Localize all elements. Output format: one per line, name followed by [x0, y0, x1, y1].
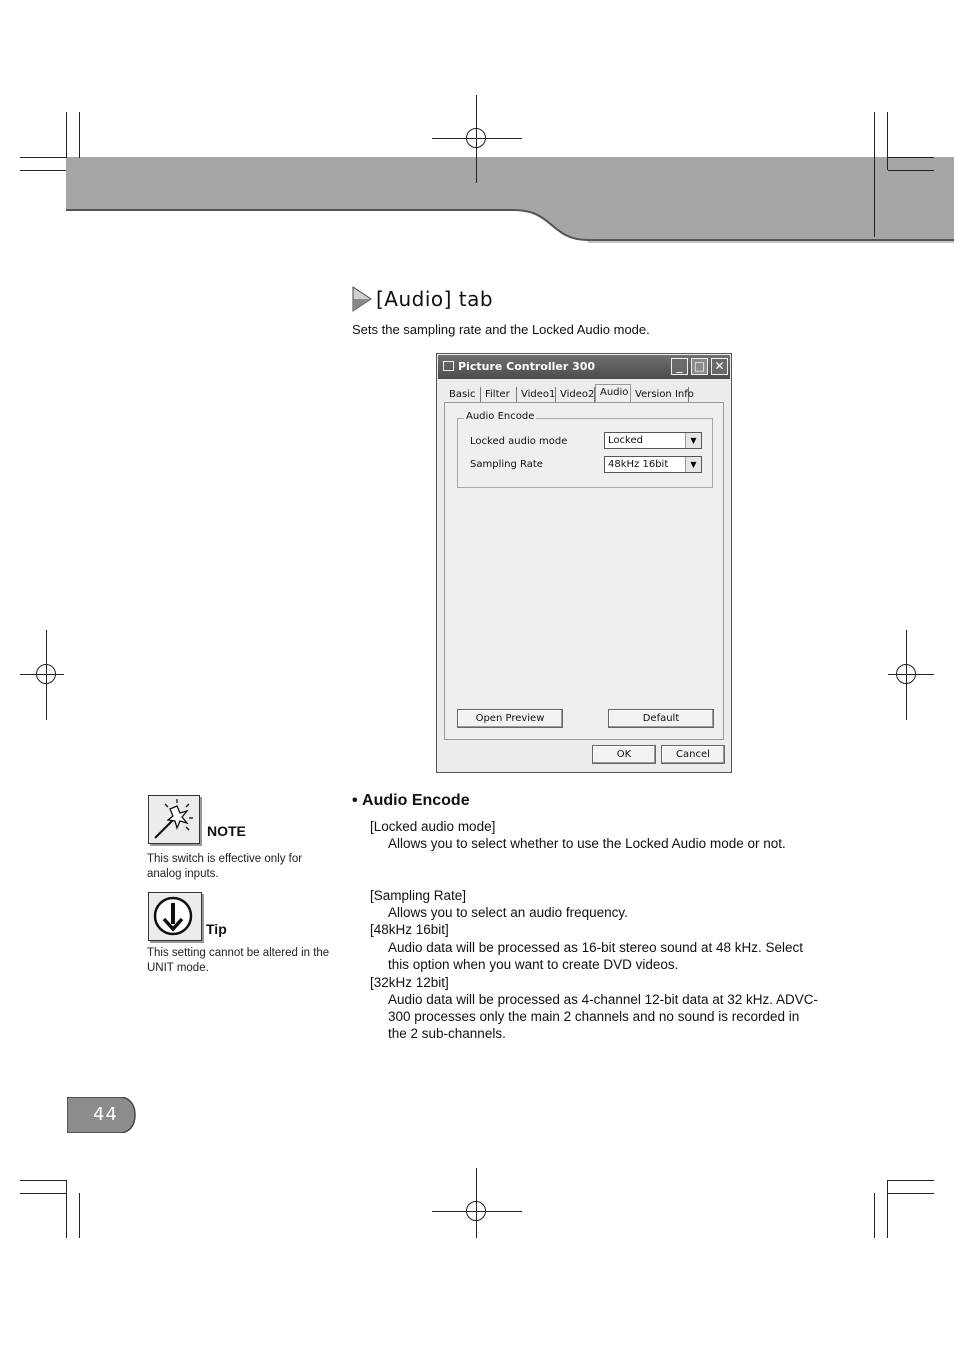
audio-tab-panel — [444, 402, 724, 740]
opt32-desc: Audio data will be processed as 4-channel 12-bit data at 32 kHz. ADVC-300 processes only the main 2 channels and no sound is recorded in the 2 sub-channels. — [388, 992, 818, 1041]
sampling-rate-label: Sampling Rate — [470, 459, 543, 470]
tab-version-info[interactable]: Version Info — [631, 387, 689, 402]
page-number: 44 — [93, 1104, 118, 1125]
bullet-heading — [352, 792, 470, 810]
group-legend: Audio Encode — [466, 411, 535, 422]
minimize-button[interactable] — [671, 358, 688, 375]
tip-label: Tip — [206, 921, 227, 937]
section-title — [352, 284, 493, 314]
tab-video2[interactable]: Video2 — [556, 387, 595, 402]
sampling-rate-select[interactable] — [604, 456, 702, 473]
locked-audio-mode-select[interactable] — [604, 432, 702, 449]
audio-encode-heading: Audio Encode — [362, 792, 470, 809]
dialog-titlebar — [438, 355, 730, 379]
opt48-heading: [48kHz 16bit] — [370, 922, 449, 937]
tab-video1[interactable]: Video1 — [517, 387, 556, 402]
locked-audio-mode-label: Locked audio mode — [470, 436, 568, 447]
tip-icon — [148, 892, 202, 941]
ok-button[interactable]: OK — [592, 745, 656, 764]
tip-text: This setting cannot be altered in the UNIT mode. — [147, 947, 330, 974]
app-icon — [443, 361, 454, 371]
audio-encode-group — [457, 411, 713, 488]
bullet-icon: • — [352, 792, 363, 809]
cancel-button[interactable]: Cancel — [661, 745, 725, 764]
picture-controller-dialog — [436, 353, 732, 773]
chevron-down-icon: ▼ — [685, 433, 701, 448]
maximize-button[interactable] — [691, 358, 708, 375]
triangle-arrow-icon — [352, 286, 372, 312]
close-button[interactable] — [711, 358, 728, 375]
opt32-heading: [32kHz 12bit] — [370, 975, 449, 990]
close-icon: ✕ — [714, 359, 725, 373]
chevron-down-icon: ▼ — [685, 457, 701, 472]
sampling-heading: [Sampling Rate] — [370, 888, 467, 903]
note-label: NOTE — [207, 823, 246, 839]
page-number-tab — [67, 1097, 136, 1133]
note-text: This switch is effective only for analog inputs. — [147, 853, 303, 880]
locked-heading: [Locked audio mode] — [370, 819, 496, 834]
sampling-desc: Allows you to select an audio frequency. — [388, 905, 628, 920]
locked-desc: Allows you to select whether to use the Locked Audio mode or not. — [388, 836, 786, 851]
tab-basic[interactable]: Basic — [445, 387, 481, 402]
note-icon — [148, 795, 200, 844]
section-title-text: [Audio] tab — [376, 287, 494, 311]
default-button[interactable]: Default — [608, 709, 714, 728]
tab-filter[interactable]: Filter — [481, 387, 517, 402]
maximize-icon: □ — [693, 359, 706, 373]
locked-audio-mode-value: Locked — [608, 435, 643, 446]
tab-audio[interactable]: Audio — [595, 384, 631, 403]
open-preview-button[interactable]: Open Preview — [457, 709, 563, 728]
opt48-desc: Audio data will be processed as 16-bit stereo sound at 48 kHz. Select this option when you want to create DVD videos. — [388, 940, 803, 972]
sampling-rate-value: 48kHz 16bit — [608, 459, 669, 470]
section-intro: Sets the sampling rate and the Locked Audio mode. — [352, 322, 650, 337]
dialog-title: Picture Controller 300 — [458, 360, 596, 373]
minimize-icon: _ — [676, 359, 683, 373]
